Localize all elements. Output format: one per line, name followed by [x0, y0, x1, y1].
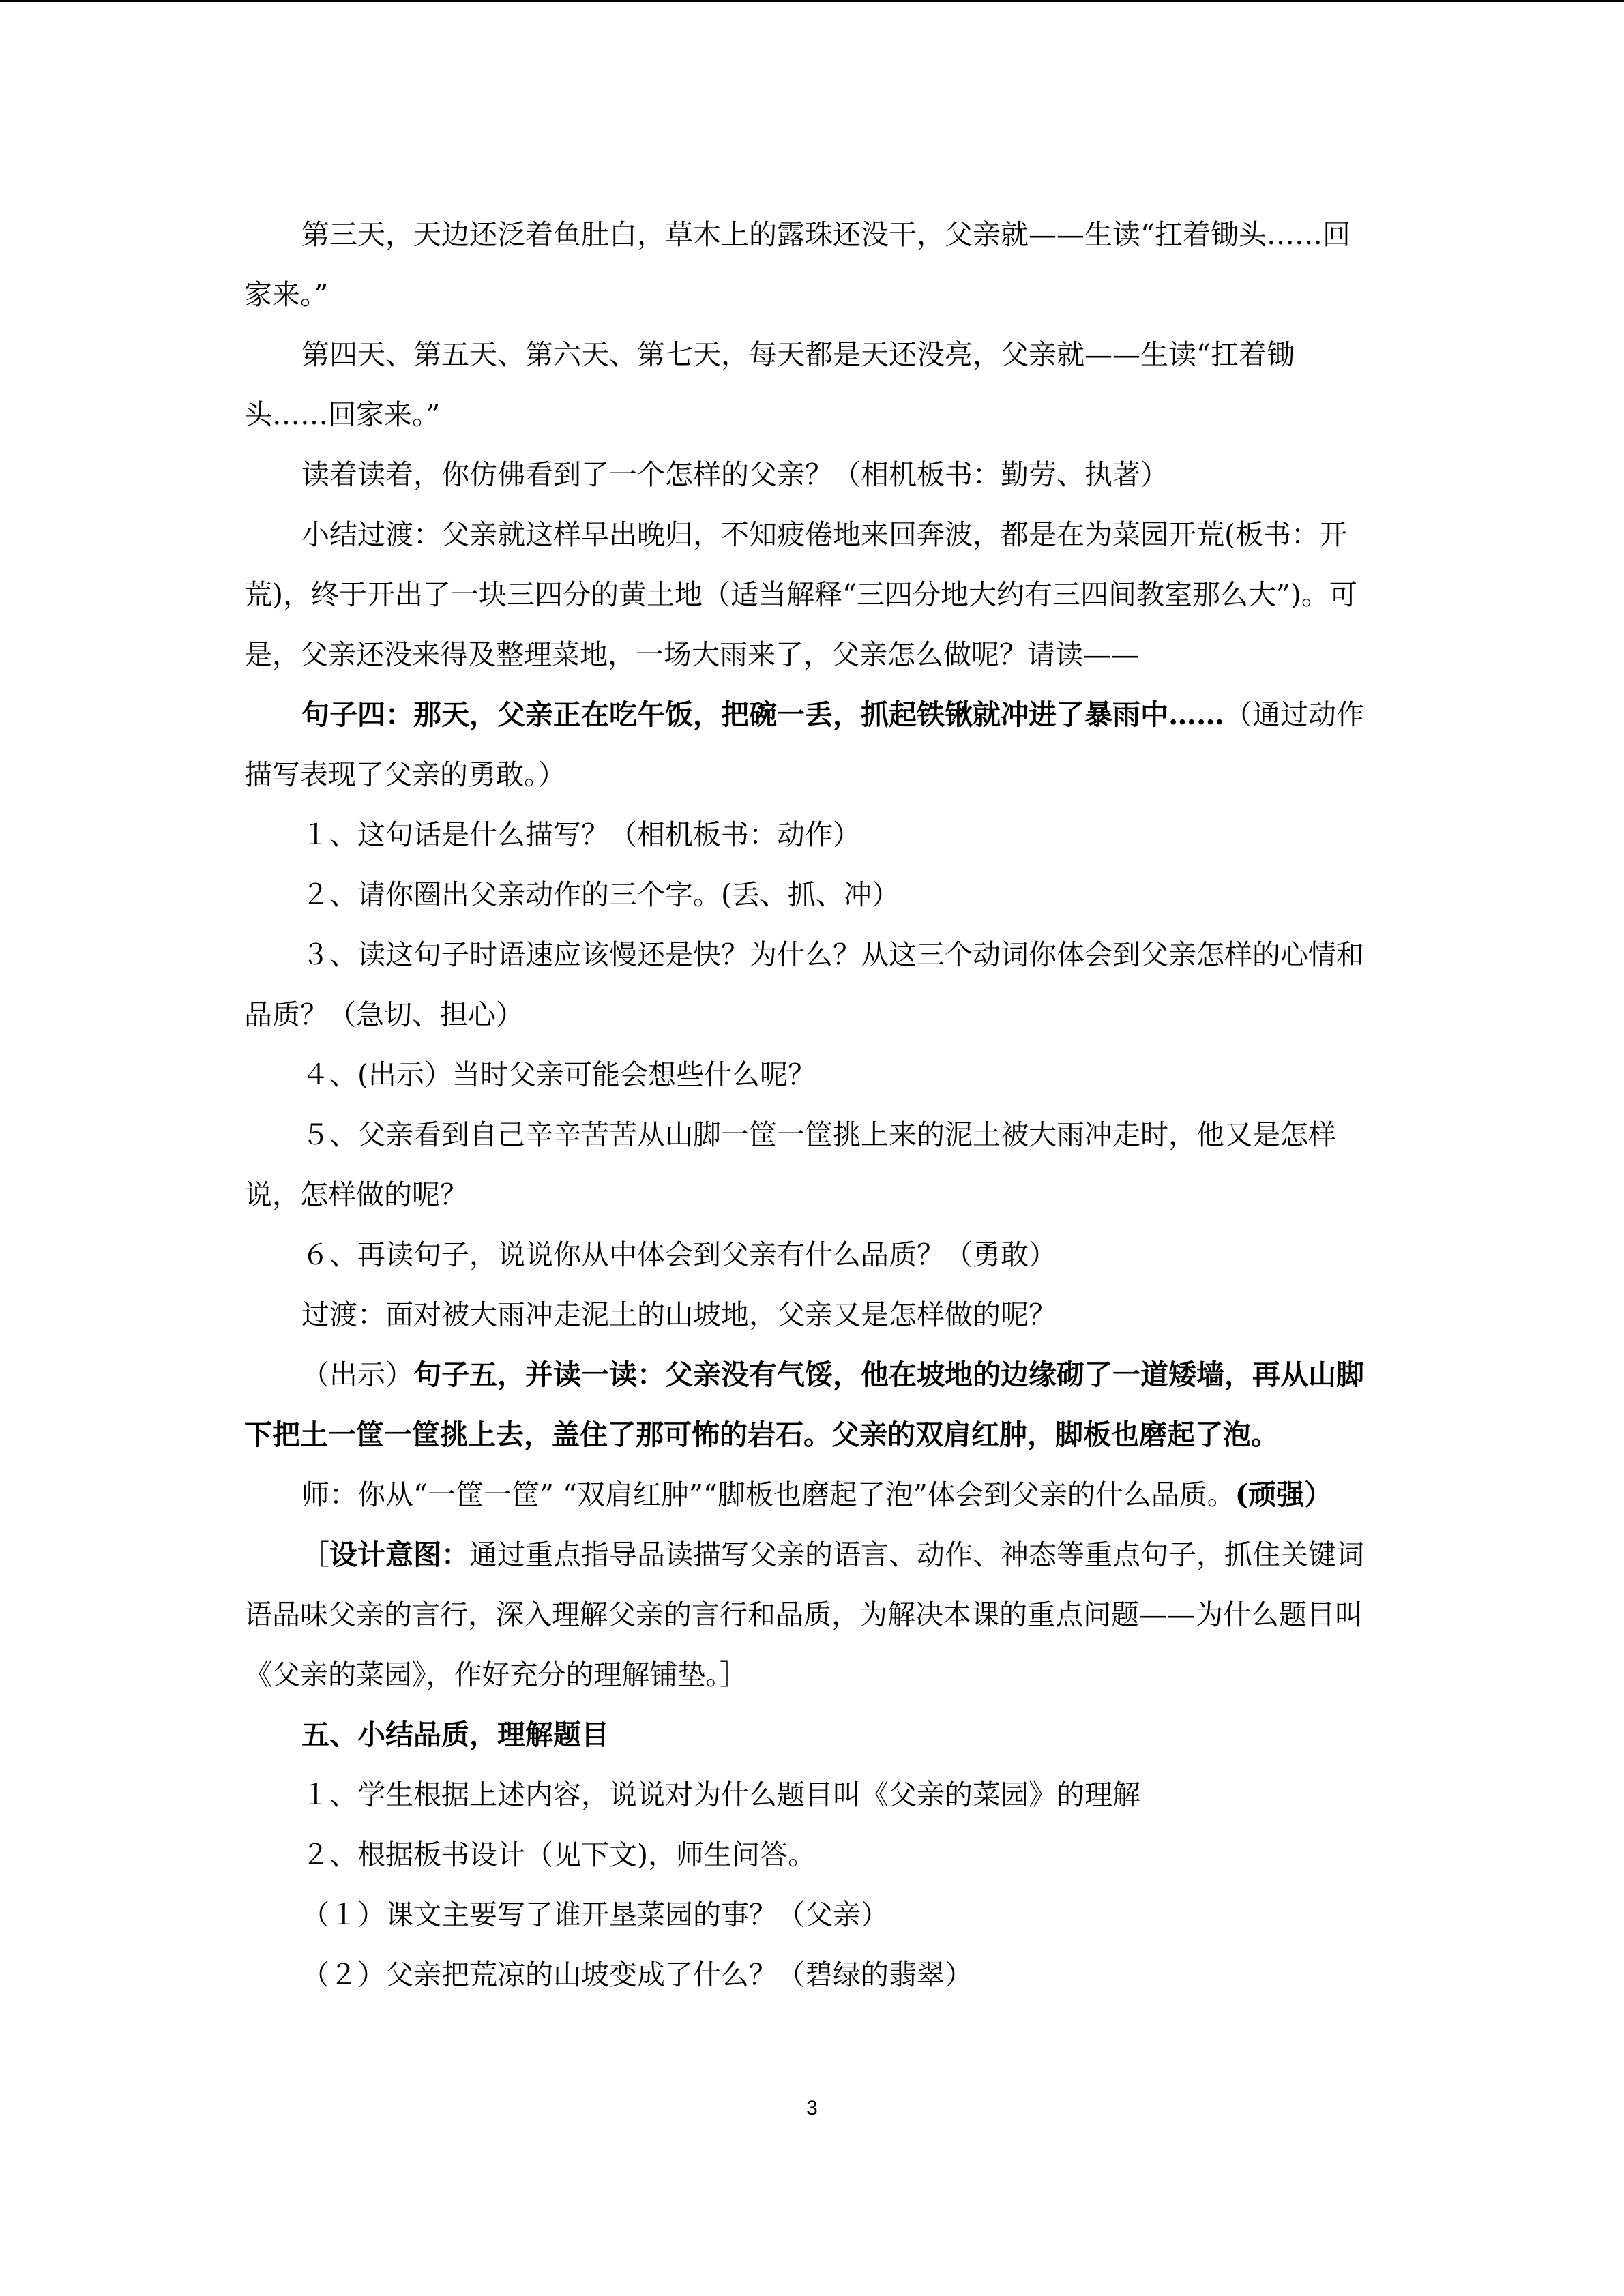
question-item-5: ５、父亲看到自己辛辛苦苦从山脚一筐一筐挑上来的泥土被大雨冲走时，他又是怎样说，怎样做的呢？ [244, 1118, 1336, 1211]
summary-item-1: １、学生根据上述内容，说说对为什么题目叫《父亲的菜园》的理解 [301, 1778, 1140, 1811]
page-number: 3 [806, 2097, 818, 2119]
paragraph-sentence-five [244, 1345, 1376, 1465]
paragraph-summary-transition: 小结过渡：父亲就这样早出晚归，不知疲倦地来回奔波，都是在为菜园开荒(板书：开荒)，终于开出了一块三四分的黄土地（适当解释“三四分地大约有三四间教室那么大”)。可是，父亲还没来得及整理菜地，一场大雨来了，父亲怎么做呢？请读—— [244, 518, 1357, 671]
paragraph-transition-slope: 过渡：面对被大雨冲走泥土的山坡地，父亲又是怎样做的呢？ [301, 1298, 1057, 1331]
summary-item-2: ２、根据板书设计（见下文)，师生问答。 [301, 1838, 816, 1871]
summary-subitem-2: （２）父亲把荒凉的山坡变成了什么？（碧绿的翡翠） [301, 1958, 973, 1991]
paragraph-sentence-four [244, 685, 1376, 805]
sentence-five-bold: 句子五，并读一读：父亲没有气馁，他在坡地的边缘砌了一道矮墙，再从山脚下把土一筐一筐挑上去，盖住了那可怖的岩石。父亲的双肩红肿，脚板也磨起了泡。 [244, 1358, 1364, 1451]
design-intent-label: 设计意图： [329, 1538, 469, 1571]
document-body [244, 205, 1376, 2005]
paragraph-days-four-to-seven: 第四天、第五天、第六天、第七天，每天都是天还没亮，父亲就——生读“扛着锄头……回家来。” [244, 338, 1295, 431]
teacher-question-answer: (顽强） [1235, 1478, 1333, 1511]
summary-subitem-1: （１）课文主要写了谁开垦菜园的事？（父亲） [301, 1898, 889, 1931]
question-item-6: ６、再读句子，说说你从中体会到父亲有什么品质？（勇敢） [301, 1238, 1057, 1271]
paragraph-day-three: 第三天，天边还泛着鱼肚白，草木上的露珠还没干，父亲就——生读“扛着锄头……回家来。” [244, 218, 1350, 311]
question-item-1: １、这句话是什么描写？（相机板书：动作） [301, 818, 861, 851]
sentence-five-prefix: （出示） [301, 1358, 413, 1391]
question-item-2: ２、请你圈出父亲动作的三个字。(丢、抓、冲） [301, 878, 900, 911]
sentence-four-bold: 句子四：那天，父亲正在吃午饭，把碗一丢，抓起铁锹就冲进了暴雨中…… [301, 698, 1224, 731]
page-top-border [0, 0, 1624, 2]
question-item-4: ４、(出示）当时父亲可能会想些什么呢？ [301, 1058, 816, 1091]
teacher-question-text: 师：你从“一筐一筐” “双肩红肿”“脚板也磨起了泡”体会到父亲的什么品质。 [301, 1478, 1235, 1511]
section-heading-five: 五、小结品质，理解题目 [301, 1718, 609, 1751]
design-intent-text: 通过重点指导品读描写父亲的语言、动作、神态等重点句子，抓住关键词语品味父亲的言行，深入理解父亲的言行和品质，为解决本课的重点问题——为什么题目叫《父亲的菜园》，作好充分的理解铺垫。］ [244, 1538, 1364, 1691]
paragraph-teacher-question [244, 1465, 1376, 1525]
paragraph-design-intent [244, 1525, 1376, 1705]
question-item-3: ３、读这句子时语速应该慢还是快？为什么？从这三个动词你体会到父亲怎样的心情和品质？（急切、担心） [244, 938, 1364, 1031]
sentence-four-note: （通过动作描写表现了父亲的勇敢。） [244, 698, 1364, 791]
design-intent-open-bracket: ［ [301, 1538, 329, 1571]
paragraph-reading-question: 读着读着，你仿佛看到了一个怎样的父亲？（相机板书：勤劳、执著） [301, 458, 1168, 491]
